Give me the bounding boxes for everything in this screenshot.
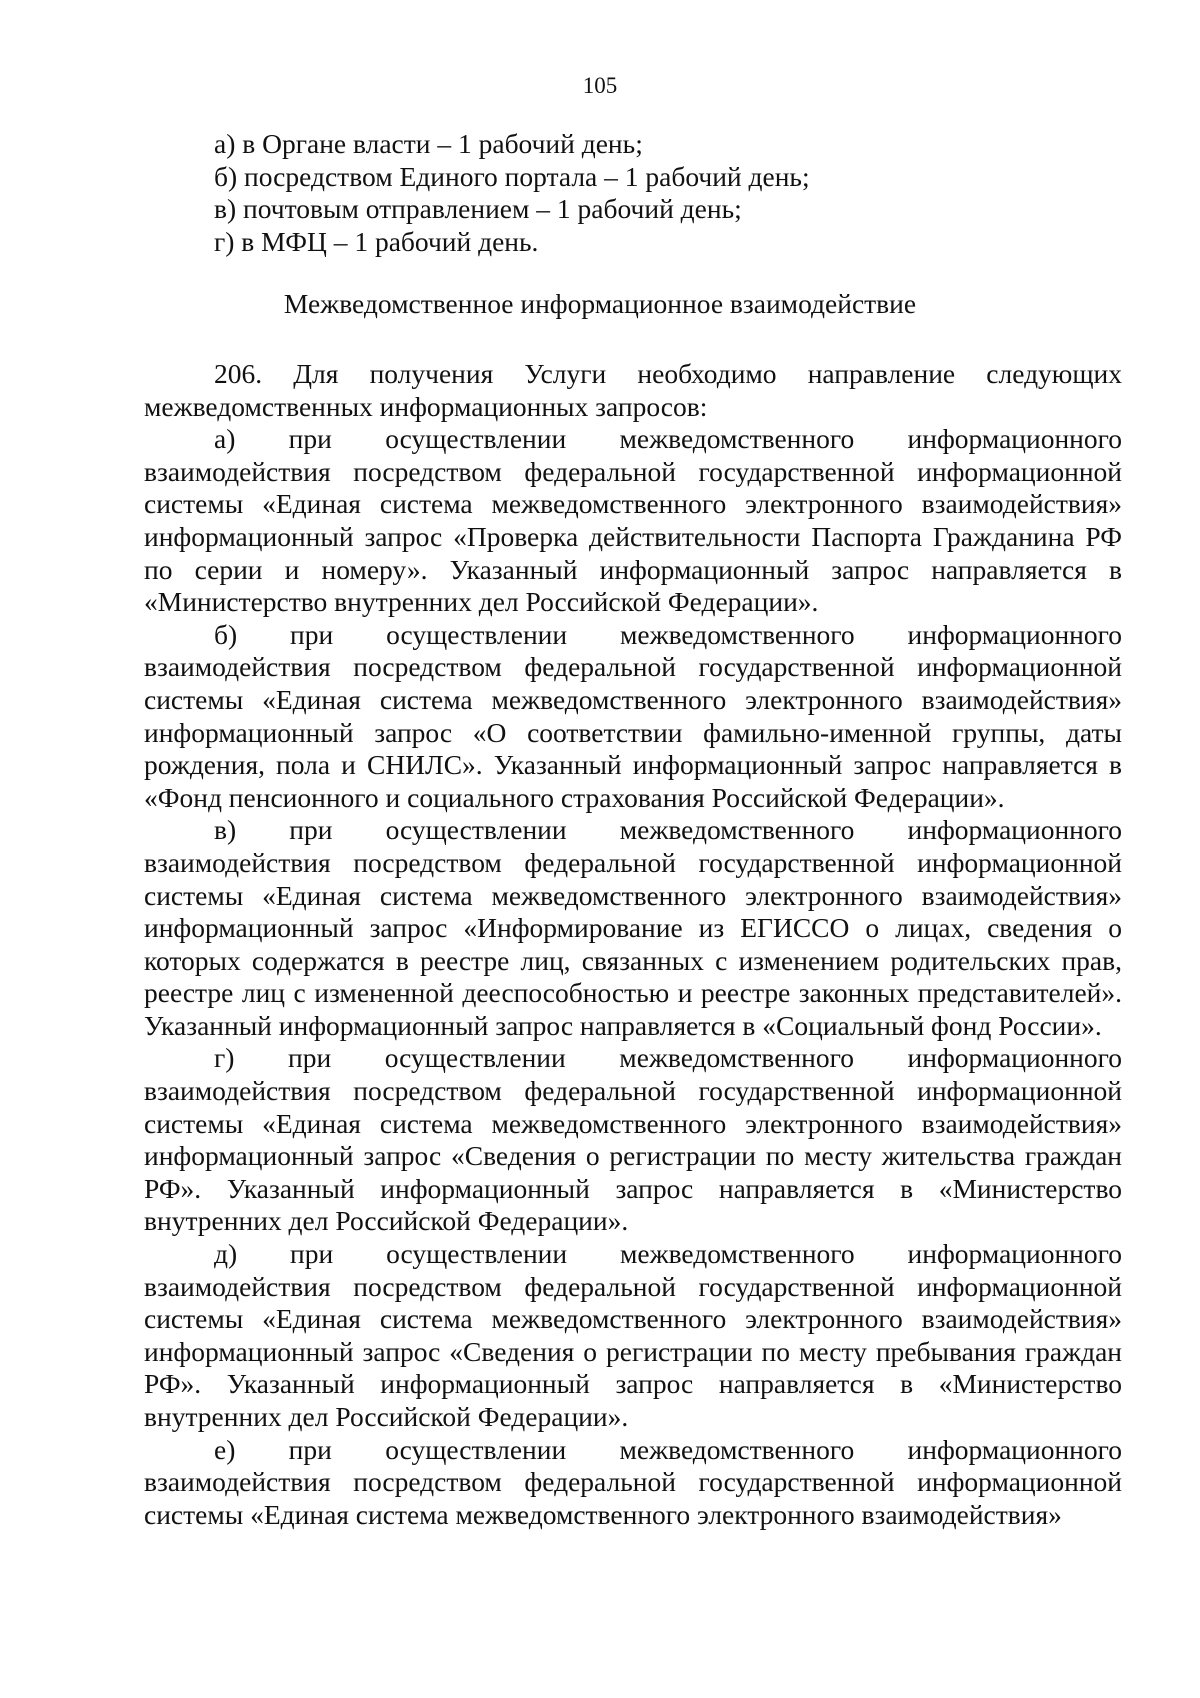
paragraph-item-a: а) при осуществлении межведомственного информационного взаимодействия посредством федеральной государственной информационной системы «Единая система межведомственного электронного взаимодействия» информационный запрос «Проверка действительности Паспорта Гражданина РФ по серии и номеру». Указанный информационный запрос направляется в «Министерство внутренних дел Российской Федерации».	[144, 423, 1122, 618]
list-item: г) в МФЦ – 1 рабочий день.	[214, 225, 539, 257]
paragraph-item-g: г) при осуществлении межведомственного информационного взаимодействия посредством федеральной государственной информационной системы «Единая система межведомственного электронного взаимодействия» информационный запрос «Сведения о регистрации по месту жительства граждан РФ». Указанный информационный запрос направляется в «Министерство внутренних дел Российской Федерации».	[144, 1042, 1122, 1237]
list-item: а) в Органе власти – 1 рабочий день;	[214, 128, 643, 159]
list-item: б) посредством Единого портала – 1 рабочий день;	[214, 160, 810, 192]
paragraph-206: 206. Для получения Услуги необходимо направление следующих межведомственных информационных запросов:	[144, 358, 1122, 422]
list-item: в) почтовым отправлением – 1 рабочий день;	[214, 193, 742, 225]
section-heading: Межведомственное информационное взаимодействие	[283, 288, 917, 319]
paragraph-item-v: в) при осуществлении межведомственного информационного взаимодействия посредством федеральной государственной информационной системы «Единая система межведомственного электронного взаимодействия» информационный запрос «Информирование из ЕГИССО о лицах, сведения о которых содержатся в реестре лиц, связанных с изменением родительских прав, реестре лиц с измененной дееспособностью и реестре законных представителей». Указанный информационный запрос направляется в «Социальный фонд России».	[144, 814, 1122, 1041]
paragraph-item-e: е) при осуществлении межведомственного информационного взаимодействия посредством федеральной государственной информационной системы «Единая система межведомственного электронного взаимодействия»	[144, 1433, 1122, 1530]
deadline-list	[144, 128, 1122, 258]
body-text	[144, 358, 1122, 1531]
paragraph-item-b: б) при осуществлении межведомственного информационного взаимодействия посредством федеральной государственной информационной системы «Единая система межведомственного электронного взаимодействия» информационный запрос «О соответствии фамильно-именной группы, даты рождения, пола и СНИЛС». Указанный информационный запрос направляется в «Фонд пенсионного и социального страхования Российской Федерации».	[144, 618, 1122, 813]
page-number: 105	[582, 73, 618, 98]
paragraph-item-d: д) при осуществлении межведомственного информационного взаимодействия посредством федеральной государственной информационной системы «Единая система межведомственного электронного взаимодействия» информационный запрос «Сведения о регистрации по месту пребывания граждан РФ». Указанный информационный запрос направляется в «Министерство внутренних дел Российской Федерации».	[144, 1238, 1122, 1432]
